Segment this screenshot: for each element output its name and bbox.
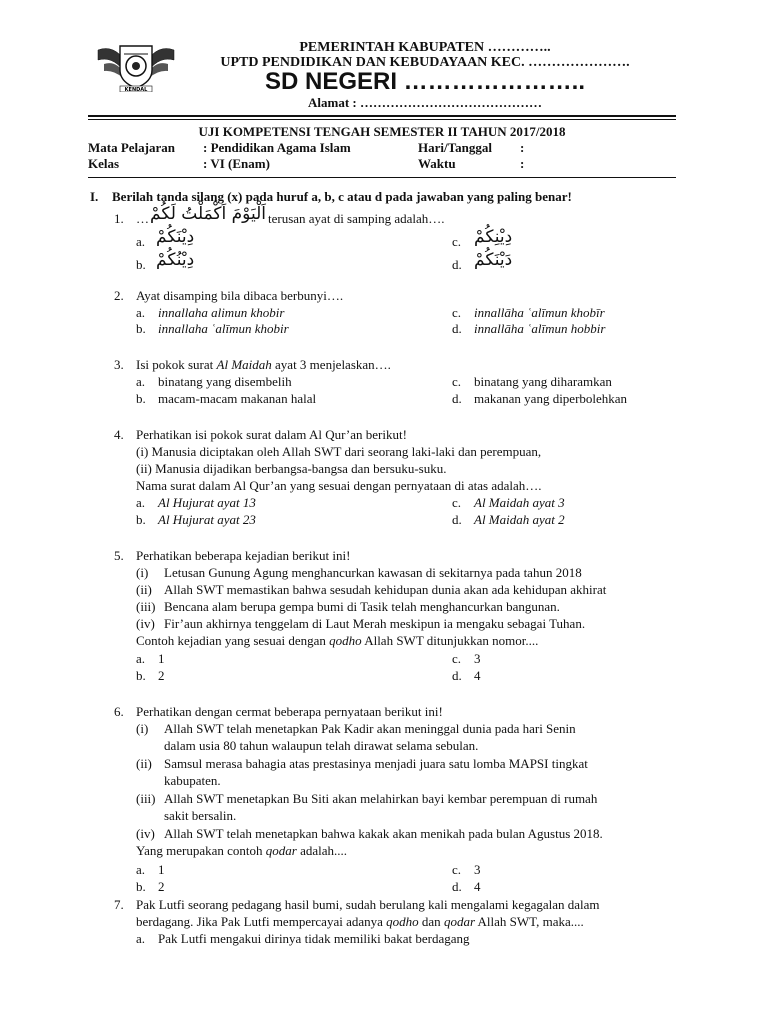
q5-question: Contoh kejadian yang sesuai dengan qodho Allah SWT ditunjukkan nomor.... [136, 633, 539, 648]
q3-option-d-letter: d. [452, 391, 462, 406]
header-government: PEMERINTAH KABUPATEN ………….. [299, 40, 551, 55]
q3-option-c-letter: c. [452, 374, 462, 389]
section-instruction: Berilah tanda silang (x) pada huruf a, b, c atau d pada jawaban yang paling benar! [112, 189, 572, 204]
q6-option-b: 2 [158, 879, 165, 894]
q6-option-b-letter: b. [136, 879, 146, 894]
q2-option-d-letter: d. [452, 321, 462, 336]
q5-item-iv-num: (iv) [136, 616, 155, 631]
q1-option-a: دِيْنَكُمْ [156, 227, 195, 247]
q4-option-d-letter: d. [452, 512, 462, 527]
q4-question: Nama surat dalam Al Qur’an yang sesuai dengan pernyataan di atas adalah…. [136, 478, 542, 493]
q5-option-d-letter: d. [452, 668, 462, 683]
q7-text-line1: Pak Lutfi seorang pedagang hasil bumi, sudah berulang kali mengalami kegagalan dalam [136, 897, 600, 912]
q3-option-a-letter: a. [136, 374, 146, 389]
q6-number: 6. [114, 704, 124, 719]
q3-text: Isi pokok surat Al Maidah ayat 3 menjelaskan…. [136, 357, 391, 372]
q5-option-a-letter: a. [136, 651, 146, 666]
class-value: : VI (Enam) [203, 156, 270, 171]
q2-option-d: innallāha ʿalīmun hobbir [474, 321, 606, 336]
q5-item-iv: Fir’aun akhirnya tenggelam di Laut Merah meskipun ia mengaku sebagai Tuhan. [164, 616, 586, 631]
q4-option-c-letter: c. [452, 495, 462, 510]
q2-option-a: innallaha alimun khobir [158, 305, 285, 320]
subject-label: Mata Pelajaran [88, 140, 176, 155]
subject-value: : Pendidikan Agama Islam [203, 140, 351, 155]
q6-item-iii-line1: Allah SWT menetapkan Bu Siti akan melahirkan bayi kembar perempuan di rumah [164, 791, 598, 806]
q6-item-iv: Allah SWT telah menetapkan bahwa kakak akan menikah pada bulan Agustus 2018. [164, 826, 603, 841]
time-value: : [520, 156, 525, 171]
q4-option-a-letter: a. [136, 495, 146, 510]
q1-option-b: دِيْنُكُمْ [156, 250, 195, 270]
q5-item-i: Letusan Gunung Agung menghancurkan kawasan di sekitarnya pada tahun 2018 [164, 565, 582, 580]
q6-item-i-num: (i) [136, 721, 149, 736]
q6-option-d-letter: d. [452, 879, 462, 894]
info-divider [88, 177, 676, 178]
q5-option-b-letter: b. [136, 668, 146, 683]
class-label: Kelas [88, 156, 120, 171]
q1-ellipsis: … [136, 211, 149, 226]
header-school-name: SD NEGERI ………………….. [264, 68, 586, 95]
q7-number: 7. [114, 897, 124, 912]
q5-item-ii: Allah SWT memastikan bahwa sesudah kehidupan dunia akan ada kehidupan akhirat [164, 582, 607, 597]
section-number: I. [90, 189, 99, 204]
q3-option-b: macam-macam makanan halal [158, 391, 317, 406]
q5-number: 5. [114, 548, 124, 563]
q3-option-b-letter: b. [136, 391, 146, 406]
date-label: Hari/Tanggal [418, 140, 492, 155]
q4-option-b-letter: b. [136, 512, 146, 527]
q6-option-a: 1 [158, 862, 165, 877]
q5-option-d: 4 [474, 668, 481, 683]
q6-item-ii-line2: kabupaten. [164, 773, 221, 788]
q6-option-a-letter: a. [136, 862, 146, 877]
q2-text: Ayat disamping bila dibaca berbunyi…. [136, 288, 344, 303]
q5-item-ii-num: (ii) [136, 582, 152, 597]
q5-item-i-num: (i) [136, 565, 149, 580]
q1-option-d: دَيْنَكُمْ [474, 250, 513, 270]
q4-item-i: (i) Manusia diciptakan oleh Allah SWT dari seorang laki-laki dan perempuan, [136, 444, 542, 459]
q1-text: terusan ayat di samping adalah…. [268, 211, 445, 226]
q6-item-i-line1: Allah SWT telah menetapkan Pak Kadir akan meninggal dunia pada hari Senin [164, 721, 576, 736]
kendal-emblem-logo [90, 40, 182, 92]
header-divider-thick [88, 115, 676, 117]
header-address: Alamat : …………………………………… [308, 95, 542, 110]
q6-item-iv-num: (iv) [136, 826, 155, 841]
date-value: : [520, 140, 525, 155]
exam-title: UJI KOMPETENSI TENGAH SEMESTER II TAHUN 2017/2018 [198, 124, 566, 139]
q2-option-a-letter: a. [136, 305, 146, 320]
q6-text: Perhatikan dengan cermat beberapa pernyataan berikut ini! [136, 704, 443, 719]
q4-text: Perhatikan isi pokok surat dalam Al Qur’an berikut! [136, 427, 407, 442]
q7-option-a-letter: a. [136, 931, 146, 946]
q6-question: Yang merupakan contoh qodar adalah.... [136, 843, 347, 858]
q2-option-c-letter: c. [452, 305, 462, 320]
q5-option-a: 1 [158, 651, 165, 666]
q6-item-i-line2: dalam usia 80 tahun walaupun telah dirawat selama sebulan. [164, 738, 479, 753]
q5-item-iii: Bencana alam berupa gempa bumi di Tasik telah menghancurkan bangunan. [164, 599, 560, 614]
q4-option-b: Al Hujurat ayat 23 [158, 512, 256, 527]
q4-option-c: Al Maidah ayat 3 [474, 495, 565, 510]
q6-option-c-letter: c. [452, 862, 462, 877]
q2-option-b-letter: b. [136, 321, 146, 336]
q4-item-ii: (ii) Manusia dijadikan berbangsa-bangsa dan bersuku-suku. [136, 461, 447, 476]
q4-number: 4. [114, 427, 124, 442]
q3-number: 3. [114, 357, 124, 372]
q4-option-d: Al Maidah ayat 2 [474, 512, 565, 527]
q6-item-iii-line2: sakit bersalin. [164, 808, 237, 823]
q1-option-b-letter: b. [136, 257, 146, 272]
q3-option-c: binatang yang diharamkan [474, 374, 612, 389]
q6-option-c: 3 [474, 862, 481, 877]
q6-option-d: 4 [474, 879, 481, 894]
q2-number: 2. [114, 288, 124, 303]
q6-item-ii-line1: Samsul merasa bahagia atas prestasinya menjadi juara satu lomba MAPSI tingkat [164, 756, 588, 771]
q5-item-iii-num: (iii) [136, 599, 156, 614]
q4-option-a: Al Hujurat ayat 13 [158, 495, 256, 510]
q1-number: 1. [114, 211, 124, 226]
q6-item-iii-num: (iii) [136, 791, 156, 806]
q3-option-d: makanan yang diperbolehkan [474, 391, 628, 406]
header-department: UPTD PENDIDIKAN DAN KEBUDAYAAN KEC. …………………. [220, 55, 630, 70]
q1-option-d-letter: d. [452, 257, 462, 272]
q6-item-ii-num: (ii) [136, 756, 152, 771]
q1-option-c: دِيْنِكُمْ [474, 227, 513, 247]
q5-text: Perhatikan beberapa kejadian berikut ini! [136, 548, 351, 563]
q7-option-a: Pak Lutfi mengakui dirinya tidak memiliki bakat berdagang [158, 931, 470, 946]
q2-option-c: innallāha ʿalīmun khobīr [474, 305, 605, 320]
q5-option-c: 3 [474, 651, 481, 666]
time-label: Waktu [418, 156, 456, 171]
q3-option-a: binatang yang disembelih [158, 374, 292, 389]
header-divider-thin [88, 119, 676, 120]
q1-option-c-letter: c. [452, 234, 462, 249]
q5-option-c-letter: c. [452, 651, 462, 666]
logo-caption: KENDAL [124, 87, 148, 92]
q2-option-b: innallaha ʿalīmun khobir [158, 321, 289, 336]
q5-option-b: 2 [158, 668, 165, 683]
q1-option-a-letter: a. [136, 234, 146, 249]
q7-text-line2: berdagang. Jika Pak Lutfi mempercayai adanya qodho dan qodar Allah SWT, maka.... [136, 914, 584, 929]
q1-arabic-verse: اَلْيَوْمَ اَكْمَلْتُ لَكُمْ [150, 204, 266, 224]
